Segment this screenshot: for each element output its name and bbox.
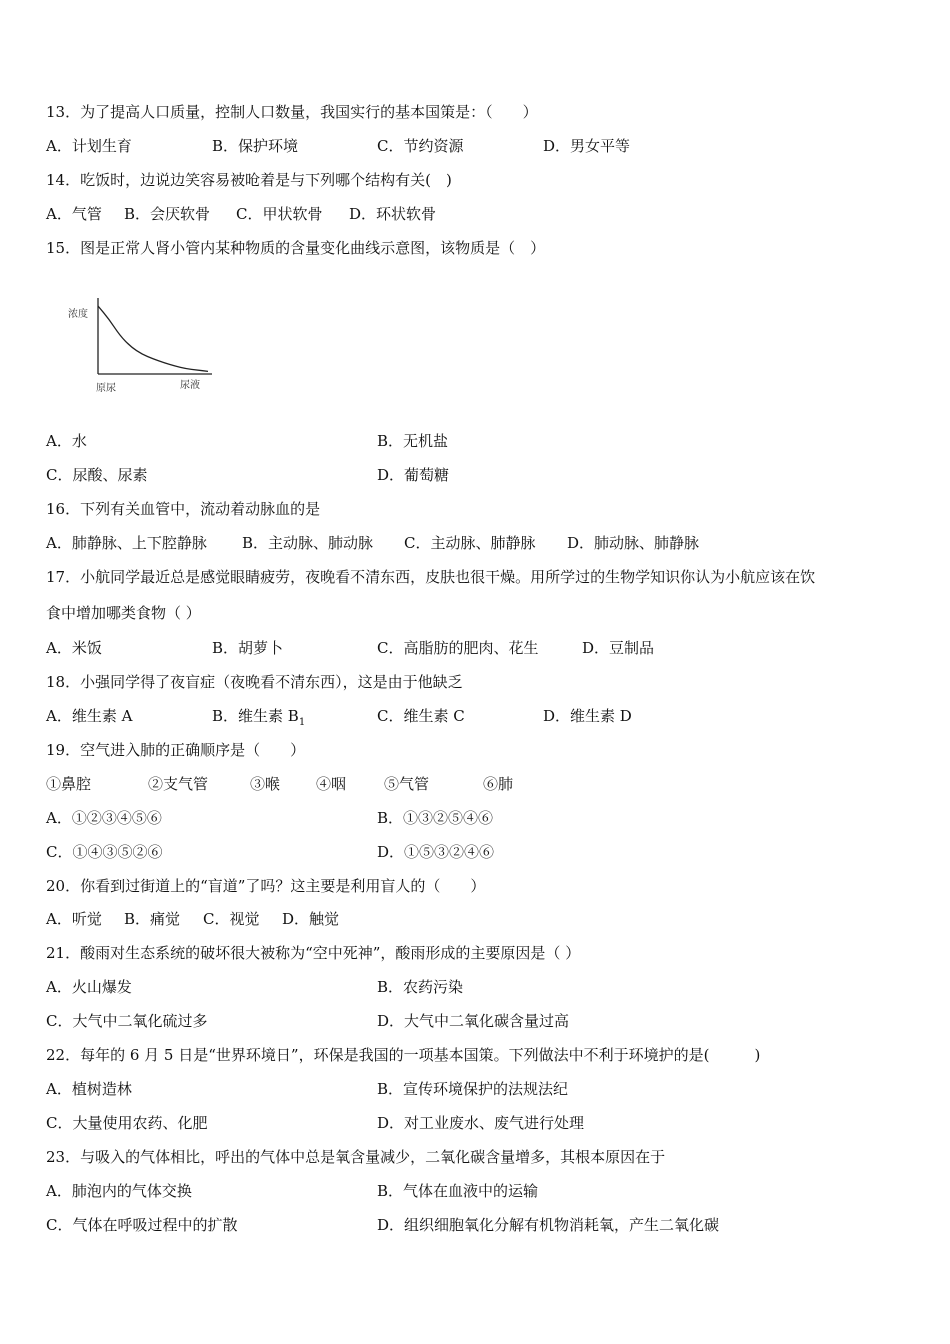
q17-option-a: A．米饭 (46, 639, 102, 657)
q17-option-b: B．胡萝卜 (212, 639, 284, 657)
q22-option-b: B．宣传环境保护的法规法纪 (377, 1080, 569, 1098)
q20-option-c: C．视觉 (203, 910, 260, 928)
question-13-stem: 13．为了提高人口质量，控制人口数量，我国实行的基本国策是：（ ） (46, 103, 538, 121)
q22-option-c: C．大量使用农药、化肥 (46, 1114, 208, 1132)
q16-option-b: B．主动脉、肺动脉 (242, 534, 374, 552)
chart-xtick-1: 尿液 (180, 380, 200, 391)
q21-option-b: B．农药污染 (377, 978, 464, 996)
q15-option-c: C．尿酸、尿素 (46, 466, 148, 484)
q18-option-b-text: B．维生素 B (212, 707, 299, 725)
q19-item-5: ⑤气管 (384, 775, 430, 793)
question-14-stem: 14．吃饭时，边说边笑容易被呛着是与下列哪个结构有关( ) (46, 171, 452, 189)
q18-option-a: A．维生素 A (46, 707, 133, 725)
q13-option-a: A．计划生育 (46, 137, 132, 155)
question-21-stem: 21．酸雨对生态系统的破坏很大被称为“空中死神”，酸雨形成的主要原因是（ ） (46, 944, 581, 962)
question-16-stem: 16．下列有关血管中，流动着动脉血的是 (46, 500, 321, 518)
q22-option-a: A．植树造林 (46, 1080, 132, 1098)
q19-item-6: ⑥肺 (483, 775, 514, 793)
q21-option-d: D．大气中二氧化碳含量过高 (377, 1012, 570, 1030)
q20-option-a: A．听觉 (46, 910, 102, 928)
q19-option-c: C．①④③⑤②⑥ (46, 843, 163, 861)
chart-xtick-0: 原尿 (96, 383, 116, 394)
q20-option-d: D．触觉 (282, 910, 340, 928)
q17-option-c: C．高脂肪的肥肉、花生 (377, 639, 539, 657)
q19-item-2: ②支气管 (148, 775, 209, 793)
q19-option-b: B．①③②⑤④⑥ (377, 809, 494, 827)
q14-option-d: D．环状软骨 (349, 205, 437, 223)
q17-option-d: D．豆制品 (582, 639, 655, 657)
q21-option-a: A．火山爆发 (46, 978, 132, 996)
q18-option-d: D．维生素 D (543, 707, 632, 725)
q19-item-4: ④咽 (316, 775, 347, 793)
question-23-stem: 23．与吸入的气体相比，呼出的气体中总是氧含量减少，二氧化碳含量增多，其根本原因在于 (46, 1148, 666, 1166)
chart-ylabel: 浓度 (68, 309, 88, 320)
question-17-stem-line2: 食中增加哪类食物（ ） (46, 604, 201, 622)
q13-option-c: C．节约资源 (377, 137, 464, 155)
q23-option-c: C．气体在呼吸过程中的扩散 (46, 1216, 238, 1234)
q16-option-d: D．肺动脉、肺静脉 (567, 534, 700, 552)
q13-option-d: D．男女平等 (543, 137, 631, 155)
question-20-stem: 20．你看到过街道上的“盲道”了吗？这主要是利用盲人的（ ） (46, 877, 486, 895)
q16-option-c: C．主动脉、肺静脉 (404, 534, 536, 552)
q16-option-a: A．肺静脉、上下腔静脉 (46, 534, 207, 552)
question-19-stem: 19．空气进入肺的正确顺序是（ ） (46, 741, 306, 759)
question-22-stem: 22．每年的 6 月 5 日是“世界环境日”，环保是我国的一项基本国策。下列做法中不利于环境护的是( ) (46, 1046, 761, 1064)
q21-option-c: C．大气中二氧化硫过多 (46, 1012, 208, 1030)
q15-option-a: A．水 (46, 432, 87, 450)
q23-option-a: A．肺泡内的气体交换 (46, 1182, 192, 1200)
q23-option-d: D．组织细胞氧化分解有机物消耗氧，产生二氧化碳 (377, 1216, 720, 1234)
chart-series-line (98, 306, 208, 371)
q14-option-a: A．气管 (46, 205, 102, 223)
q18-option-b-subscript: 1 (298, 717, 306, 728)
q14-option-c: C．甲状软骨 (236, 205, 323, 223)
question-17-stem-line1: 17．小航同学最近总是感觉眼睛疲劳，夜晚看不清东西，皮肤也很干燥。用所学过的生物学知识你认为小航应该在饮 (46, 568, 816, 586)
q19-option-a: A．①②③④⑤⑥ (46, 809, 162, 827)
q13-option-b: B．保护环境 (212, 137, 299, 155)
q15-option-d: D．葡萄糖 (377, 466, 450, 484)
q14-option-b: B．会厌软骨 (124, 205, 211, 223)
q19-item-1: ①鼻腔 (46, 775, 92, 793)
question-15-stem: 15．图是正常人肾小管内某种物质的含量变化曲线示意图，该物质是（ ） (46, 239, 546, 257)
concentration-chart (62, 290, 232, 410)
question-18-stem: 18．小强同学得了夜盲症（夜晚看不清东西），这是由于他缺乏 (46, 673, 463, 691)
q23-option-b: B．气体在血液中的运输 (377, 1182, 539, 1200)
q15-option-b: B．无机盐 (377, 432, 449, 450)
q19-item-3: ③喉 (250, 775, 281, 793)
q22-option-d: D．对工业废水、废气进行处理 (377, 1114, 585, 1132)
q20-option-b: B．痛觉 (124, 910, 181, 928)
q18-option-c: C．维生素 C (377, 707, 465, 725)
q19-option-d: D．①⑤③②④⑥ (377, 843, 495, 861)
q18-option-b (212, 706, 305, 733)
